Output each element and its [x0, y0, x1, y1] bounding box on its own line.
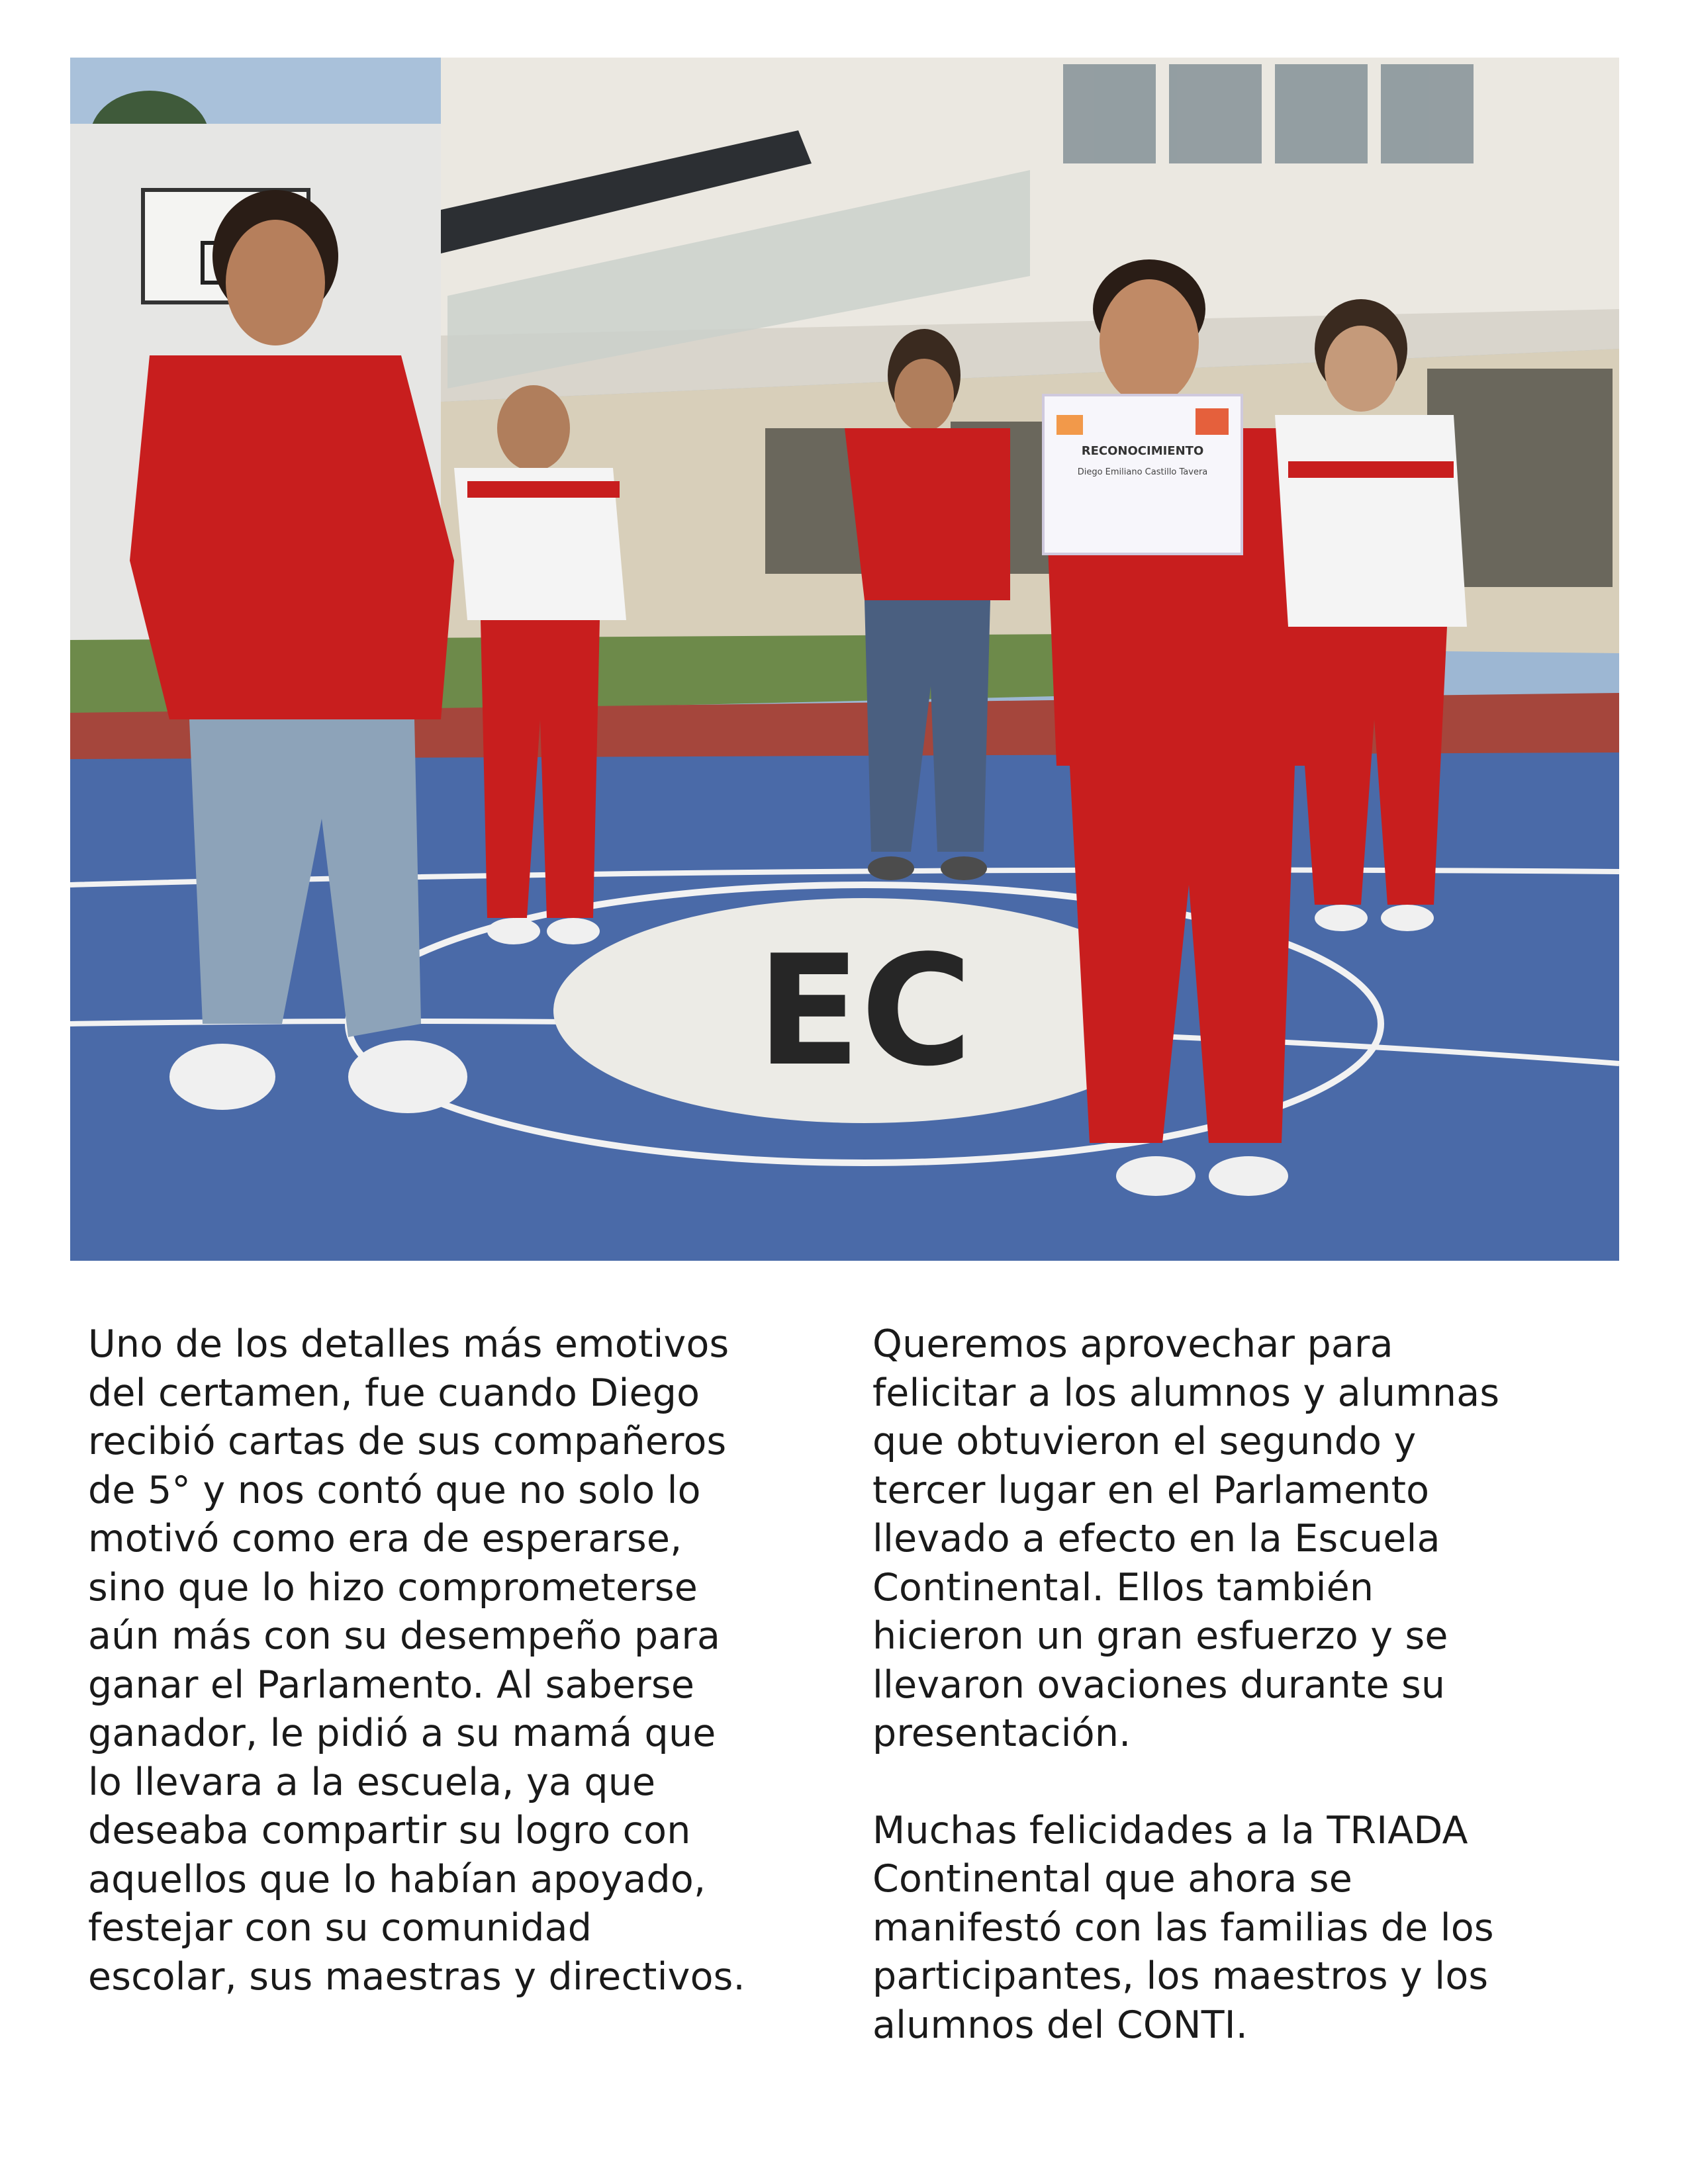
article-photo: [70, 58, 1619, 1261]
photo-illustration: [70, 58, 1619, 1261]
certificate-title: RECONOCIMIENTO: [1081, 444, 1204, 458]
certificate: [1043, 395, 1242, 554]
article-paragraph: Uno de los detalles más emotivos del certamen, fue cuando Diego recibió cartas de sus compañeros de 5° y nos contó que no solo lo motivó como era de esperarse, sino que lo hizo comprometerse aún más con su desempeño para ganar el Parlamento. Al saberse ganador, le pidió a su mamá que lo llevara a la escuela, ya que deseaba compartir su logro con aquellos que lo habían apoyado, festejar con su comunidad escolar, sus maestras y directivos.: [88, 1322, 745, 1999]
article-paragraph: Muchas felicidades a la TRIADA Continental que ahora se manifestó con las familias de los participantes, los maestros y los alumnos del CONTI.: [872, 1808, 1494, 2047]
article-column-left: [88, 1320, 849, 2001]
article-column-right: [872, 1320, 1614, 2050]
certificate-name: Diego Emiliano Castillo Tavera: [1077, 467, 1208, 477]
court-logo: EC: [757, 923, 972, 1100]
article-paragraph: Queremos aprovechar para felicitar a los alumnos y alumnas que obtuvieron el segundo y tercer lugar en el Parlamento llevado a efecto en la Escuela Continental. Ellos también hicieron un gran esfuerzo y se llevaron ovaciones durante su presentación.: [872, 1322, 1500, 1755]
